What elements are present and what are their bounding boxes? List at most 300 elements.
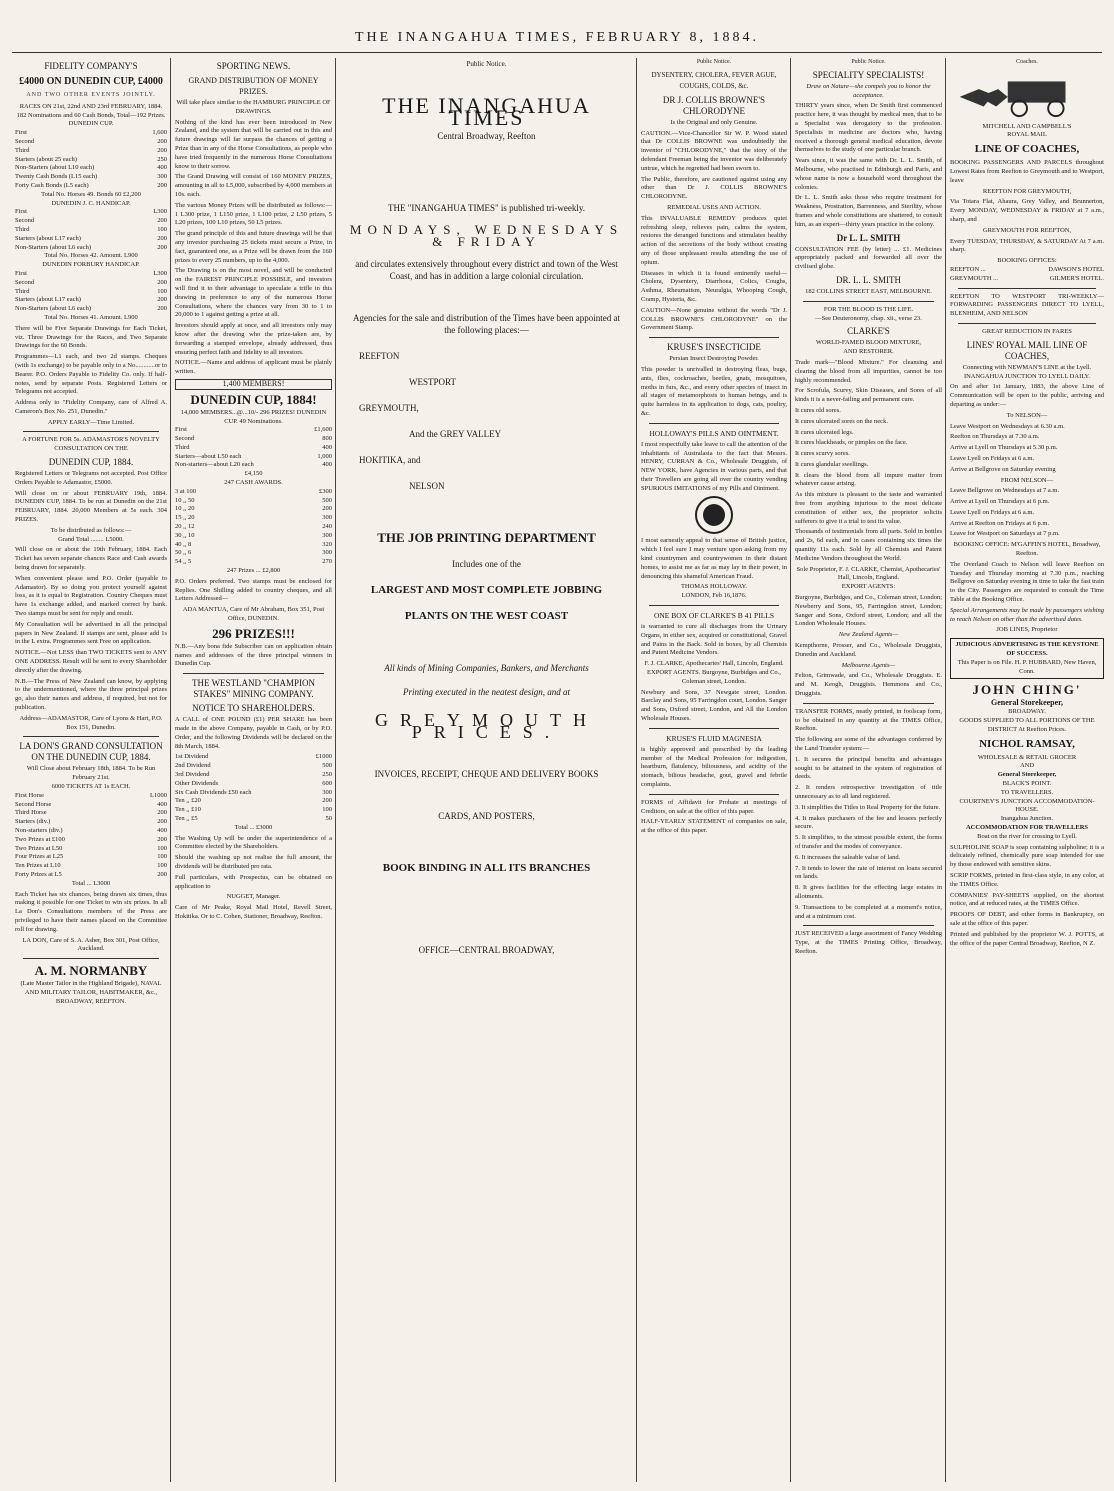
- remedial-heading: REMEDIAL USES AND ACTION.: [667, 203, 761, 211]
- paragraph: Burgoyne, Burbidges, and Co., Coleman street, London; Newberry and Sons, 95, Farringdon street, London; Sanger and Sons, Oxford street, London; and all the London Wholesale Houses.: [795, 594, 942, 628]
- hubbard-note: This Paper is on File. H. P. HUBBARD, New Haven, Conn.: [957, 658, 1097, 675]
- blood-heading: FOR THE BLOOD IS THE LIFE.: [823, 305, 914, 313]
- row-label: 20 ,, 12: [175, 523, 195, 531]
- paragraph: HALF-YEARLY STATEMENT of companies on sale, at the office of this paper.: [641, 818, 787, 835]
- courtney-heading: COURTNEY'S JUNCTION ACCOMMODATION-HOUSE.: [959, 797, 1095, 814]
- clarke-proprietor: F. J. CLARKE, Apothecaries' Hall, Lincoln, England.: [644, 660, 784, 668]
- from-nelson: FROM NELSON—: [1000, 476, 1054, 484]
- job-lines: JOB LINES, Proprietor: [996, 626, 1058, 634]
- wholesale: WHOLESALE & RETAIL GROCER: [977, 753, 1077, 761]
- row-label: First: [15, 269, 27, 277]
- row-label: Starters (div.): [15, 818, 51, 826]
- row-value: 400: [322, 443, 332, 451]
- paragraph: Will close on or about FEBRUARY 19th, 1884. DUNEDIN CUP, 1884. To be run at Dunedin on the 21st FEBRUARY, 1884. 20,000 Members at 5s each. 304 PRIZES.: [15, 489, 167, 524]
- masthead: [0, 0, 1114, 58]
- separator: [649, 794, 779, 795]
- list-item: 3. It simplifies the Titles to Real Property for the future.: [795, 803, 941, 811]
- row-value: 100: [157, 844, 167, 852]
- list-item: GREYMOUTH,: [359, 403, 419, 413]
- paragraph: Will take place similar to the HAMBURG PRINCIPLE OF DRAWINGS.: [176, 99, 331, 115]
- row-value: 250: [322, 771, 332, 778]
- paragraph: Every TUESDAY, THURSDAY, & SATURDAY At 7 a.m. sharp.: [950, 237, 1104, 254]
- paragraph: SCRIP FORMS, printed in first-class style, in any color, at the TIMES Office.: [950, 871, 1104, 888]
- paragraph: BOOKING PASSENGERS AND PARCELS throughout Lowest Rates from Reefton to Greymouth and to Westport, leave: [950, 159, 1104, 184]
- row-value: 500: [322, 496, 332, 504]
- public-notice-label: Public Notice.: [696, 59, 732, 65]
- separator: [23, 958, 159, 959]
- row-value: 270: [322, 558, 332, 566]
- column-5: [792, 58, 945, 1482]
- paragraph: When convenient please send P.O. Order (payable to Adamastor). By so doing you protect yourself against loss, as it is equal to Registration. Country Cheques must have 1s exchange added, and marked correct by bank. Two stamps must be sent for reply and result.: [15, 574, 167, 618]
- separator: [23, 431, 159, 432]
- line-of-coaches: LINE OF COACHES,: [974, 143, 1080, 156]
- row-value: 320: [322, 540, 332, 548]
- separator: [803, 301, 934, 302]
- blacks-point: BLACK'S POINT.: [1002, 780, 1052, 788]
- circulation-note: and circulates extensively throughout every district and town of the West Coast, and has in addition a large colonial circulation.: [355, 259, 618, 281]
- column-4: [638, 58, 790, 1482]
- column-divider: [945, 58, 946, 1482]
- row-value: 100: [157, 225, 167, 233]
- paragraph: This INVALUABLE REMEDY produces quiet refreshing sleep, relieves pain, calms the system, restores the deranged functions and stimulates healthy action of the secretions of the body without creating any of those unpleasant results attending the use of opium.: [641, 214, 787, 266]
- row-label: Third: [175, 443, 190, 451]
- row-label: Six Cash Dividends £50 each: [175, 788, 252, 796]
- paragraph: The Grand Drawing will consist of 160 MONEY PRIZES, amounting in all to L5,000, subscribed by 4,000 members at 10s. each.: [175, 173, 332, 198]
- list-item: It cures old sores.: [795, 406, 841, 414]
- booking-offices-heading: BOOKING OFFICES:: [997, 257, 1057, 265]
- agency-places: [349, 350, 624, 492]
- row-value: 400: [157, 826, 167, 834]
- general-storekeeper: General Storekeeper,: [997, 771, 1057, 779]
- reduction-heading: GREAT REDUCTION IN FARES: [982, 327, 1072, 335]
- cup-heading: DUNEDIN CUP.: [68, 120, 114, 128]
- agencies-note: Agencies for the sale and distribution of the Times have been appointed at the following places:—: [353, 313, 620, 335]
- paragraph: SULPHOLINE SOAP is soap containing sulpholine; it is a delicately refined, chemically pure soap intended for use by those endowed with sensitive skins.: [950, 843, 1104, 869]
- row-value: 200: [157, 146, 167, 154]
- ada-address: ADA MANTUA, Care of Mr Abraham, Box 351, Post Office, DUNEDIN.: [182, 606, 325, 623]
- table-row: [950, 266, 1104, 275]
- goods-supplied: GOODS SUPPLIED TO ALL PORTIONS OF THE DISTRICT At Reefton Prices.: [959, 717, 1095, 733]
- dunedin-cup-heading: DUNEDIN CUP, 1884!: [190, 391, 317, 407]
- row-label: First: [15, 129, 27, 137]
- speciality-sub: Draw on Nature—she compels you to honor the acceptance.: [806, 82, 931, 99]
- row-label: Starters (about L17 each): [15, 234, 81, 242]
- printing-note: Printing executed in the neatest design, and at: [403, 687, 570, 697]
- paragraph: Newbury and Sons, 37 Newgate street, London. Barclay and Sons, 95 Farringdon court, London. Sanger and Sons, Oxford street, London, and All the London Wholesale Houses.: [641, 688, 787, 723]
- column-6: [947, 58, 1107, 1482]
- advantages-list: [795, 756, 942, 922]
- table-row: [175, 762, 332, 771]
- paragraph: Address only to "Fidelity Company, care of Alfred A. Cameron's Box No. 251, Dunedin.": [15, 399, 167, 415]
- row-value: 300: [322, 531, 332, 539]
- table-row: [15, 156, 167, 165]
- list-item: 2. It renders retrospective investigation of title unnecessary as to all land registered.: [795, 784, 942, 800]
- paragraph: COMPANIES' PAY-SHEETS supplied, on the shortest notice, and at reduced rates, at the TIMES Office.: [950, 891, 1104, 908]
- blood-reference: —See Deuteronomy, chap. xii., verse 23.: [815, 314, 922, 322]
- sporting-news-heading: SPORTING NEWS.: [216, 61, 291, 71]
- row-label: Two Prizes at L50: [15, 844, 63, 852]
- row-label: Two Prizes at £100: [15, 835, 65, 843]
- row-value: £300: [319, 487, 332, 495]
- row-value: 200: [157, 296, 167, 304]
- row-label: 10 ,, 50: [175, 496, 195, 504]
- table-row: [175, 532, 332, 541]
- row-label: 3 at 100: [175, 487, 196, 495]
- list-item: Leave Bellgrove on Wednesdays at 7 a.m.: [950, 487, 1060, 495]
- list-item: Arrive at Lyell on Thursdays at 5.30 p.m.: [950, 444, 1058, 452]
- paragraph: N.B.—Any bona fide Subscriber can on application obtain names and addresses of the three principal winners in Dunedin Cup.: [175, 642, 332, 668]
- list-item: And the GREY VALLEY: [409, 429, 502, 439]
- separator: [803, 925, 934, 926]
- greymouth-prices: GREYMOUTH PRICES.: [375, 710, 598, 742]
- paragraph: JUST RECEIVED a large assortment of Fancy Wedding Type, at the TIMES Printing Office, Broadway, Reefton.: [795, 930, 942, 955]
- table-row: [15, 853, 167, 862]
- row-value: 1,600: [152, 129, 167, 137]
- ladon-total: Total ... L3000: [71, 879, 111, 887]
- row-label: Second Horse: [15, 800, 52, 808]
- publication-days: MONDAYS, WEDNESDAYS & FRIDAY: [349, 222, 624, 249]
- table-row: [175, 541, 332, 550]
- row-value: 200: [322, 797, 332, 805]
- invoices-note: INVOICES, RECEIPT, CHEQUE AND DELIVERY BOOKS: [374, 769, 599, 779]
- separator: [649, 337, 779, 338]
- row-label: Other Dividends: [175, 779, 219, 787]
- row-label: Ten ,, £20: [175, 797, 201, 805]
- paragraph: The Washing Up will be under the superintendence of a Committee elected by the Shareholders.: [175, 834, 332, 851]
- paragraph: TRANSFER FORMS, neatly printed, in foolscap form, to be obtained in any quantity at the TIMES Office, Reefton.: [795, 707, 942, 733]
- table-row: [15, 288, 167, 297]
- row-label: Forty Prizes at L5: [15, 870, 62, 878]
- paragraph: Each Ticket has six chances, being drawn six times, thus making it possible for one Ticket to win six prizes. In all La Don's Consultations members of the Press are privileged to have their names placed on the Committee roll for drawing.: [15, 890, 167, 933]
- paragraph: The Public, therefore, are cautioned against using any other than Dr J. COLLIS BROWNE'S CHLORODYNE.: [641, 175, 787, 201]
- list-item: It cures scurvy sores.: [795, 450, 850, 458]
- row-label: 50 ,, 6: [175, 549, 192, 557]
- row-value: 200: [157, 278, 167, 286]
- center-column: [337, 58, 636, 1482]
- cash-total: 247 Prizes ... £2,800: [226, 567, 281, 575]
- paragraph: The various Money Prizes will be distributed as follows:—1 L300 prize, 1 L150 prize, 1 L100 prize, 2 L50 prizes, 5 L20 prizes, 100 L10 prizes, 50 L5 prizes.: [175, 201, 332, 227]
- row-value: L1000: [150, 791, 167, 799]
- export-heading: EXPORT AGENTS:: [841, 583, 896, 591]
- paper-title: THE INANGAHUA TIMES: [382, 93, 591, 130]
- row-label: Second: [175, 435, 195, 443]
- row-value: 200: [157, 243, 167, 251]
- list-item: It cures ulcerated sores on the neck.: [795, 417, 888, 425]
- table-row: [15, 270, 167, 279]
- fidelity-headline: £4000 ON DUNEDIN CUP, £4000: [19, 76, 163, 87]
- separator: [649, 423, 779, 424]
- table-row: [15, 226, 167, 235]
- row-label: Ten Prizes at L10: [15, 862, 61, 870]
- table-row: [175, 549, 332, 558]
- fidelity-subhead: AND TWO OTHER EVENTS JOINTLY.: [26, 92, 156, 98]
- row-value: 200: [157, 234, 167, 242]
- handicap-prize-table: [15, 208, 167, 252]
- paragraph: As this mixture is pleasant to the taste and warranted free from anything injurious to the most delicate constitution of either sex, the proprietor solicits sufferers to give it a trial to test its value.: [795, 491, 942, 525]
- coach-company: MITCHELL AND CAMPBELL'S: [982, 122, 1072, 130]
- list-item: Reefton on Thursdays at 7.30 a.m.: [950, 433, 1040, 441]
- row-value: 300: [322, 788, 332, 796]
- smith-address: 182 COLLINS STREET EAST, MELBOURNE.: [805, 287, 932, 295]
- table-row: [950, 275, 1104, 284]
- table-row: [15, 296, 167, 305]
- table-row: [15, 862, 167, 871]
- row-value: L300: [153, 208, 167, 216]
- row-value: 1,000: [317, 452, 332, 460]
- separator: [803, 703, 934, 704]
- row-label: Starters—about L50 each: [175, 452, 242, 460]
- row-label: Second: [15, 217, 35, 225]
- job-printing-heading: THE JOB PRINTING DEPARTMENT: [377, 530, 596, 545]
- times-to-nelson: [950, 423, 1104, 475]
- reefton-greymouth: REEFTON FOR GREYMOUTH,: [982, 187, 1072, 195]
- forbury-total: Total No. Horses 41. Amount. L900: [44, 313, 138, 321]
- forbury-prize-table: [15, 270, 167, 314]
- table-row: [15, 244, 167, 253]
- list-item: It cures blackheads, or pimples on the face.: [795, 439, 908, 447]
- row-value: 200: [157, 835, 167, 843]
- proprietor: Sole Proprietor, F. J. CLARKE, Chemist, Apothecaries' Hall, Lincoln, England.: [796, 565, 941, 582]
- paragraph: P.O. Orders preferred. Two stamps must be enclosed for Replies. One Shilling added to country cheques, and all Letters Addressed—: [175, 577, 332, 603]
- table-row: [15, 871, 167, 880]
- list-item: Leave Westport on Wednesdays at 6.30 a.m.: [950, 422, 1065, 430]
- row-label: REEFTON ...: [950, 265, 986, 273]
- dunedin-total: £4,150: [244, 470, 263, 478]
- paragraph: CAUTION.—Vice-Chancellor Sir W. P. Wood stated that Dr COLLIS BROWNE was undoubtedly the inventor of "CHLORODYNE," that the story of the defendant Freeman being the inventor was deliberately untrue, which he regretted had been sworn to.: [641, 129, 787, 172]
- paragraph: Years since, it was the same with Dr. L. L. Smith, of Melbourne, who practised in Edinburgh and Paris, and whose name is now a household word throughout the colonies.: [795, 157, 942, 191]
- list-item: Leave Lyell on Fridays at 6 a.m.: [950, 454, 1035, 462]
- judicious-advertising: JUDICIOUS ADVERTISING IS THE KEYSTONE OF SUCCESS.: [955, 641, 1099, 658]
- paragraph: Nothing of the kind has ever been introduced in New Zealand, and the system that will be carried out in this and future drawings will far surpass the chances of getting a Prize than in any of the Horse Consultations, as people who have tried frequently in the numerous Horse Consultations know to their sorrow.: [175, 118, 332, 170]
- mixture-heading: WORLD-FAMED BLOOD MIXTURE,: [815, 339, 922, 347]
- table-row: [175, 426, 332, 435]
- paragraph: REEFTON TO WESTPORT TRI-WEEKLY—FORWARDING PASSENGERS DIRECT TO LYELL, BLENHEIM, AND NELSON: [950, 292, 1104, 318]
- races-dates: RACES ON 21st, 22nd AND 23rd FEBRUARY, 1884.: [19, 102, 163, 110]
- ladon-prize-table: [15, 792, 167, 880]
- paragraph: Felton, Grimwade, and Co., Wholesale Druggists. E. and M. Keogh, Druggists. Hemmons and Co., Druggists.: [795, 672, 942, 698]
- paragraph: NOTICE.—Not LESS than TWO TICKETS sent to ANY ONE ADDRESS. Result will be sent to every Shareholder directly after the drawing.: [15, 649, 167, 674]
- paragraph: Full particulars, with Prospectus, can be obtained on application to: [175, 873, 332, 890]
- ladon-heading: LA DON'S GRAND CONSULTATION ON THE DUNEDIN CUP, 1884.: [19, 741, 163, 763]
- table-row: [175, 771, 332, 780]
- masthead-rule: [12, 52, 1102, 53]
- row-value: GILMER'S HOTEL.: [1049, 274, 1104, 282]
- list-item: 9. Transactions to be completed at a moment's notice, and at a minimum cost.: [795, 903, 942, 920]
- row-value: 500: [322, 762, 332, 770]
- westland-heading: THE WESTLAND "CHAMPION STAKES" MINING COMPANY.: [191, 678, 315, 700]
- row-label: Second: [15, 278, 35, 286]
- restorer-heading: AND RESTORER.: [843, 348, 894, 356]
- table-row: [15, 147, 167, 156]
- separator: [958, 288, 1096, 289]
- table-row: [175, 461, 332, 470]
- row-label: Ten ,, £5: [175, 814, 198, 822]
- cup-total: Total No. Horses 49. Bonds 60 £2,200: [41, 190, 141, 198]
- to-nelson: To NELSON—: [1006, 411, 1048, 419]
- row-value: 100: [157, 287, 167, 295]
- table-row: [15, 279, 167, 288]
- cup-prize-table: [15, 129, 167, 191]
- row-value: 200: [157, 137, 167, 145]
- cures-list: [795, 387, 942, 489]
- paragraph: N.B.—The Press of New Zealand can know, by applying to the undermentioned, where the three principal prizes go, also their names and address, if required, but not for publication.: [15, 677, 167, 711]
- paragraph: is highly approved and prescribed by the leading member of the Medical Profession for indigestion, heartburn, flatulency, biliousness, and acidity of the stomach, bilious headache, gout, gravel and febrile complaints.: [641, 745, 787, 789]
- forbury-heading: DUNEDIN FORBURY HANDICAP.: [42, 261, 140, 269]
- paragraph: CAUTION—None genuine without the words "Dr J. COLLIS BROWNE'S CHLORODYNE" on the Government Stamp.: [641, 306, 787, 332]
- table-row: [15, 792, 167, 801]
- list-item: Leave Lyell on Fridays at 6 a.m.: [950, 508, 1035, 516]
- row-value: 300: [157, 173, 167, 181]
- paragraph: Special Arrangements may be made by passengers wishing to reach Nelson on other than the advertised dates.: [950, 606, 1104, 623]
- paragraph: FORMS of Affidavit for Probate at meetings of Creditors, on sale at the office of this paper.: [641, 798, 787, 815]
- row-label: 2nd Dividend: [175, 762, 211, 770]
- table-row: [175, 797, 332, 806]
- row-value: 400: [322, 461, 332, 469]
- row-value: 200: [322, 505, 332, 513]
- paragraph: THIRTY years since, when Dr Smith first commenced practice here, it was thought by medical men, that to be a Specialist was derogatory to the profession. Specialists in medicine are doctors who, having received a thorough general medical education, devote themselves to the study of one particular branch.: [795, 102, 942, 154]
- table-row: [175, 523, 332, 532]
- list-item: 7. It tends to lower the rate of interest on loans secured on lands.: [795, 864, 942, 881]
- normanby-details: (Late Master Tailor in the Highland Brigade), NAVAL AND MILITARY TAILOR, HABITMAKER, &c., BROADWAY, REEFTON.: [20, 980, 162, 1005]
- row-label: First: [15, 208, 27, 216]
- separator: [649, 605, 779, 606]
- list-item: It clears the blood from all impure matter from whatever cause arising.: [795, 471, 942, 488]
- nominations: 182 Nominations and 60 Cash Bonds, Total—192 Prizes.: [16, 111, 166, 119]
- table-row: [175, 815, 332, 824]
- speciality-heading: SPECIALITY SPECIALISTS!: [812, 69, 925, 80]
- list-item: 6. It increases the saleable value of land.: [795, 853, 901, 861]
- lines-sub: Connecting with NEWMAN'S LINE at the Lyell.: [962, 363, 1092, 371]
- table-row: [15, 217, 167, 226]
- column-divider: [790, 58, 791, 1482]
- row-value: 600: [322, 779, 332, 787]
- row-value: 100: [322, 806, 332, 814]
- table-row: [15, 801, 167, 810]
- row-value: 400: [157, 800, 167, 808]
- table-row: [15, 164, 167, 173]
- browne-sub: Is the Original and only Genuine.: [670, 118, 758, 126]
- row-label: Third Horse: [15, 809, 47, 817]
- cards-note: CARDS, AND POSTERS,: [438, 811, 535, 821]
- greymouth-reefton: GREYMOUTH FOR REEFTON,: [982, 226, 1072, 234]
- row-value: 300: [322, 549, 332, 557]
- paragraph: Trade mark—"Blood Mixture." For cleansing and clearing the blood from all impurities, cannot be too highly recommended.: [795, 358, 942, 384]
- clarke-pills-heading: ONE BOX OF CLARKE'S B 41 PILLS: [653, 611, 775, 621]
- paragraph: Will close on or about the 19th February, 1884. Each Ticket has seven separate chances Race and Cash awards being drawn for separately.: [15, 546, 167, 572]
- table-row: [175, 435, 332, 444]
- list-item: HOKITIKA, and: [359, 455, 421, 465]
- row-label: Third: [15, 225, 30, 233]
- table-row: [15, 827, 167, 836]
- fortune-heading: A FORTUNE FOR 5s. ADAMASTOR'S NOVELTY CONSULTATION ON THE: [22, 436, 160, 453]
- and-word: AND: [1019, 762, 1035, 770]
- melbourne-agents: Melbourne Agents—: [841, 661, 896, 669]
- table-row: [15, 235, 167, 244]
- table-row: [15, 182, 167, 191]
- paragraph: There will be Five Separate Drawings for Each Ticket, viz. Three Drawings for the Races, and Two Separate Drawings for the 60 Bonds.: [15, 324, 167, 350]
- paper-address: Central Broadway, Reefton: [437, 131, 536, 141]
- royal-mail: ROYAL MAIL: [1007, 131, 1047, 139]
- paragraph: Dr L. L. Smith asks those who require treatment for Weakness, Prostration, Barrenness, and Sterility, whose frames and whole constitutions are shattered, to consult him, as an expert—thirty years practice in the colony.: [795, 194, 942, 228]
- paragraph: The grand principle of this and future drawings will be that any investor purchasing 25 tickets must secure a Prize, in fact, guaranteed one, as a Prize will be drawn from the 160 prizes to every 25 numbers, up to the 4,000.: [175, 230, 332, 264]
- list-item: 1. It secures the principal benefits and advantages sought to be attained in the system of registration of deeds.: [795, 755, 942, 781]
- dunedin-prize-table: [175, 426, 332, 470]
- table-row: [15, 305, 167, 314]
- column-divider: [335, 58, 336, 1482]
- holloway-signature: THOMAS HOLLOWAY.: [680, 583, 748, 591]
- paragraph: Diseases in which it is found eminently useful—Cholera, Dysentery, Diarrhoea, Colics, Coughs, Asthma, Rheumatism, Neuralgia, Whooping Cough, Cramp, Hysteria, &c.: [641, 269, 787, 303]
- list-item: Arrive at Reefton on Fridays at 6 p.m.: [950, 519, 1050, 527]
- booking-office-2: BOOKING OFFICE: M'GAFFIN'S HOTEL, Broadway, Reefton.: [953, 541, 1101, 558]
- separator: [958, 323, 1096, 324]
- list-item: Arrive at Bellgrove on Saturday evening: [950, 465, 1056, 473]
- paragraph: The Overland Coach to Nelson will leave Reefton on Tuesday and Thursday morning at 7.30 p.m., reaching Bellgrove on Saturday evening in time to take the fast train to the City. Passengers are requested to consult the Time Table at the Booking Office.: [950, 560, 1104, 604]
- publication-note: THE "INANGAHUA TIMES" is published tri-weekly.: [387, 203, 586, 213]
- nichol-heading: NICHOL RAMSAY,: [979, 737, 1075, 750]
- cash-awards-heading: 247 CASH AWARDS.: [224, 479, 283, 487]
- paragraph: This powder is unrivalled in destroying fleas, bugs, ants, flies, cockroaches, beetles, gnats, mosquitoes, moths in furs, &c., and every other species of insect in all stages of metamorphosis to human beings, and is quite harmless in its application to dogs, cats, poultry, &c.: [641, 365, 787, 417]
- largest-heading: LARGEST AND MOST COMPLETE JOBBING: [370, 584, 603, 596]
- export-agents: EXPORT AGENTS. Burgoyne, Burbidges and Co., Coleman street, London.: [647, 669, 781, 685]
- table-row: [15, 173, 167, 182]
- notice-heading: NOTICE TO SHAREHOLDERS.: [192, 703, 315, 714]
- paragraph: Care of Mr Peake, Royal Mail Hotel, Revell Street, Hokitika. Or to C. Cohen, Stationer, Broadway, Reefton.: [175, 904, 332, 920]
- list-item: 4. It makes purchasers of the fee and lessees perfectly secure.: [795, 814, 942, 831]
- list-item: For Scrofula, Scurvy, Skin Diseases, and Sores of all kinds it is a never-failing and permanent cure.: [795, 387, 942, 404]
- separator: [23, 736, 159, 737]
- table-row: [15, 208, 167, 217]
- list-item: NELSON: [409, 481, 445, 491]
- table-row: [175, 497, 332, 506]
- fidelity-heading: FIDELITY COMPANY'S: [44, 61, 138, 71]
- paragraph: Via Totara Flat, Ahaura, Grey Valley, and Brunnerton, Every MONDAY, WEDNESDAY & FRIDAY at 7 a.m., sharp, and: [950, 198, 1104, 223]
- row-value: 240: [322, 523, 332, 531]
- table-row: [175, 488, 332, 497]
- ladon-address: LA DON, Care of S. A. Asher, Box 301, Post Office, Auckland.: [22, 936, 160, 953]
- list-item: It cures ulcerated legs.: [795, 428, 854, 436]
- row-label: Twenty Cash Bonds (L15 each): [15, 173, 98, 181]
- row-label: Four Prizes at L25: [15, 853, 64, 861]
- public-notice-label: Public Notice.: [851, 59, 886, 65]
- dividend-table: [175, 753, 332, 823]
- row-label: 1st Dividend: [175, 753, 209, 761]
- paragraph: Kempthorne, Prosser, and Co., Wholesale Druggists, Dunedin and Auckland.: [795, 642, 942, 658]
- broadway: BROADWAY.: [1008, 708, 1046, 716]
- row-value: 200: [157, 181, 167, 189]
- boat-note: Boat on the river for crossing to Lyell.: [977, 832, 1077, 840]
- coaches-label: Coaches.: [1016, 59, 1038, 65]
- row-value: 200: [157, 870, 167, 878]
- normanby-heading: A. M. NORMANBY: [34, 963, 148, 979]
- table-row: [15, 845, 167, 854]
- magnesia-heading: KRUSE'S FLUID MAGNESIA: [666, 733, 762, 743]
- separator: [649, 728, 779, 729]
- table-row: [15, 836, 167, 845]
- column-1: [12, 58, 170, 1482]
- separator: [183, 673, 324, 674]
- row-label: 54 ,, 5: [175, 558, 192, 566]
- ladon-tickets: 6000 TICKETS AT 1s EACH.: [51, 782, 131, 790]
- row-label: Forty Cash Bonds (L5 each): [15, 181, 89, 189]
- paragraph: The following are some of the advantages conferred by the Land Transfer system:—: [795, 736, 942, 752]
- paragraph: My Consultation will be advertised in all the principal papers in New Zealand. If stamps are sent, please add 1s in the L extra. Programmes sent Free on application.: [15, 620, 167, 646]
- table-row: [175, 558, 332, 567]
- kruse-heading: KRUSE'S INSECTICIDE: [667, 342, 761, 353]
- column-divider: [170, 58, 171, 1482]
- row-label: Non-Starters (about L6 each): [15, 243, 91, 251]
- handicap-heading: DUNEDIN J. C. HANDICAP.: [51, 199, 131, 207]
- row-label: 3rd Dividend: [175, 771, 210, 778]
